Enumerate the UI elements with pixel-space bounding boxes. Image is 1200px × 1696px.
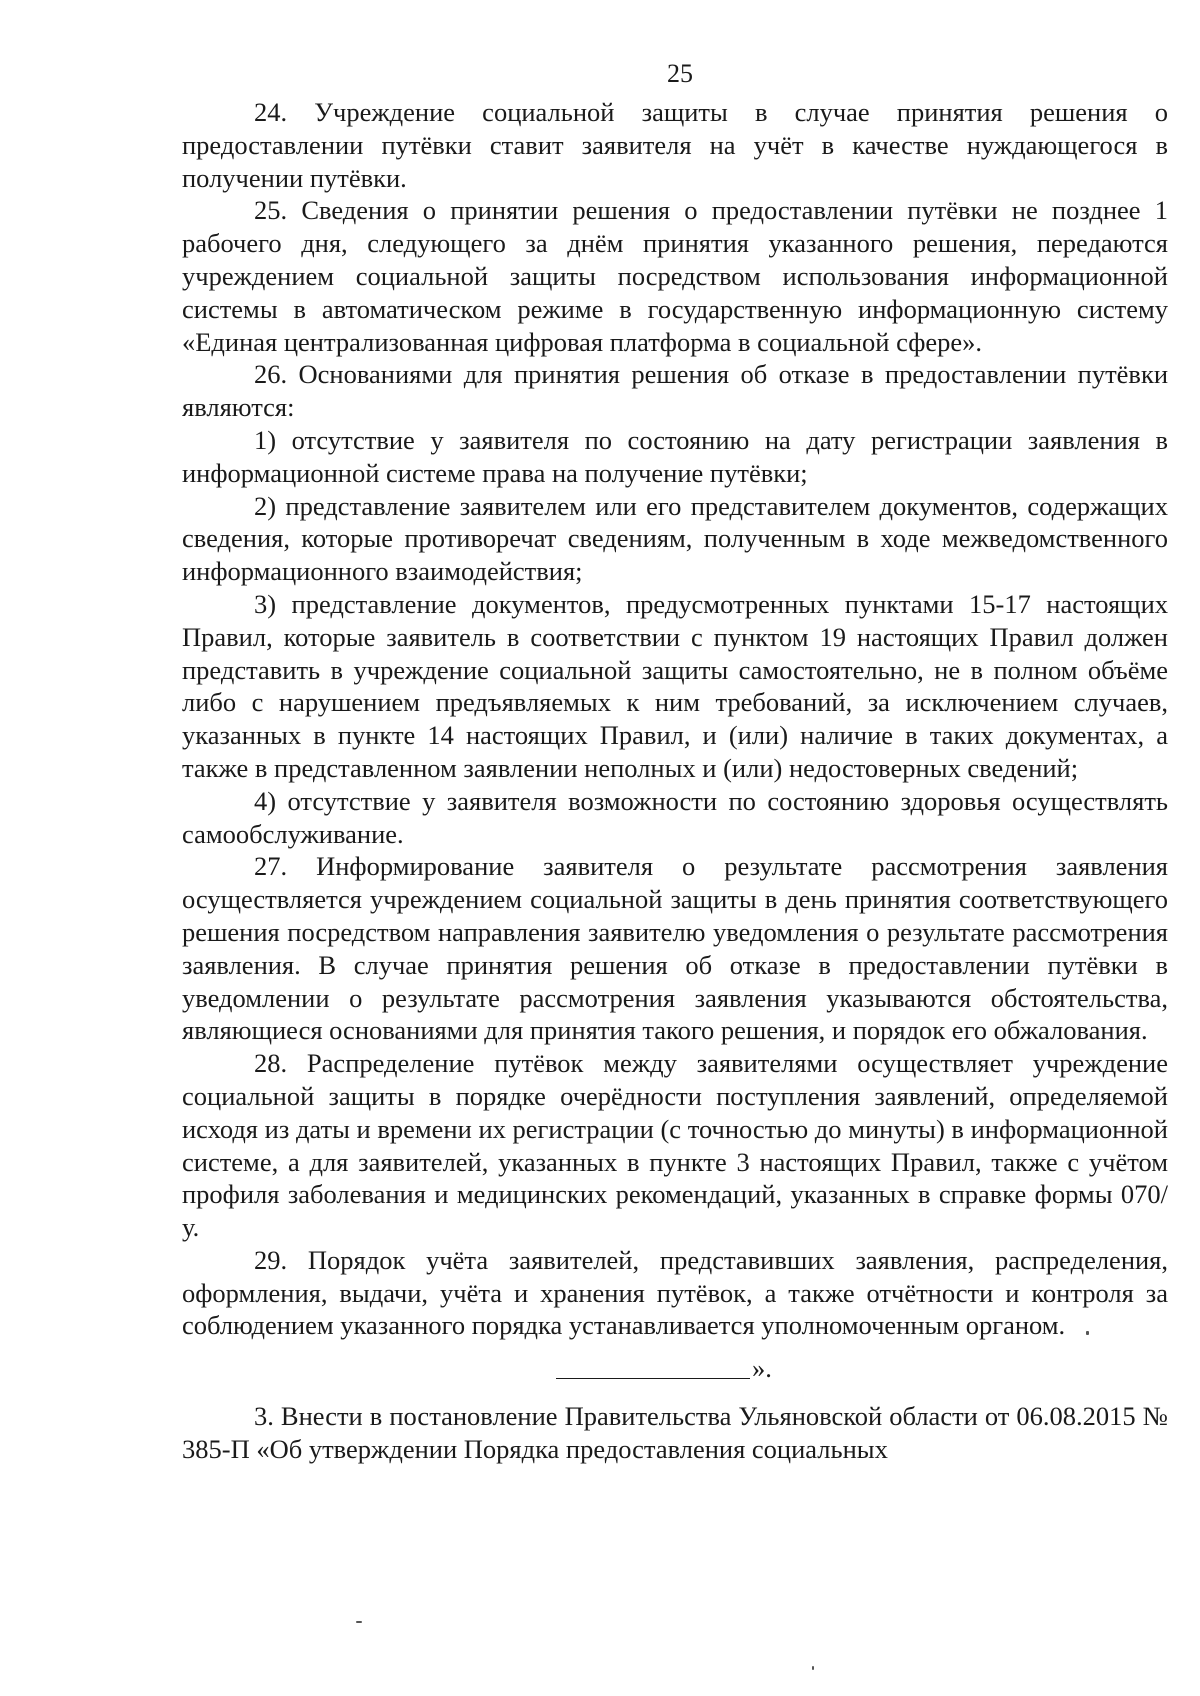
page-number: 25 xyxy=(667,59,693,88)
subitem-4: 4) отсутствие у заявителя возможности по состоянию здоровья осуществлять самообслуживание. xyxy=(182,785,1168,849)
scan-speck xyxy=(1086,1331,1089,1335)
section-gap xyxy=(182,1390,1168,1400)
paragraph-29: 29. Порядок учёта заявителей, представивших заявления, распределения, оформления, выдачи, учёта и хранения путёвок, а также отчётности и контроля за соблюдением указанного порядка устанавливается уполномоченным органом. xyxy=(182,1244,1168,1341)
subitem-2: 2) представление заявителем или его представителем документов, содержащих сведения, которые противоречат сведениям, полученным в ходе межведомственного информационного взаимодействия; xyxy=(182,490,1168,587)
scan-speck xyxy=(812,1666,814,1670)
paragraph-3-amendment: 3. Внести в постановление Правительства Ульяновской области от 06.08.2015 № 385-П «Об утверждении Порядка предоставления социальных xyxy=(182,1401,1168,1465)
scan-speck xyxy=(356,1621,362,1623)
subitem-1: 1) отсутствие у заявителя по состоянию на дату регистрации заявления в информационной системе права на получение путёвки; xyxy=(182,424,1168,488)
paragraph-28: 28. Распределение путёвок между заявителями осуществляет учреждение социальной защиты в порядке очерёдности поступления заявлений, определяемой исходя из даты и времени их регистрации (с точностью до минуты) в информационной системе, а для заявителей, указанных в пункте 3 настоящих Правил, также с учётом профиля заболевания и медицинских рекомендаций, указанных в справке формы 070/у. xyxy=(182,1048,1168,1243)
paragraph-26: 26. Основаниями для принятия решения об отказе в предоставлении путёвки являются: xyxy=(182,359,1168,423)
subitem-3: 3) представление документов, предусмотренных пунктами 15-17 настоящих Правил, которые заявитель в соответствии с пунктом 19 настоящих Правил должен представить в учреждение социальной защиты самостоятельно, не в полном объёме либо с нарушением предъявляемых к ним требований, за исключением случаев, указанных в пункте 14 настоящих Правил, и (или) наличие в таких документах, а также в представленном заявлении неполных и (или) недостоверных сведений; xyxy=(182,588,1168,783)
document-body xyxy=(182,96,1168,1466)
closing-quote-mark: ». xyxy=(752,1353,772,1384)
paragraph-27: 27. Информирование заявителя о результате рассмотрения заявления осуществляется учреждением социальной защиты в день принятия соответствующего решения посредством направления заявителю уведомления о результате рассмотрения заявления. В случае принятия решения об отказе в предоставлении путёвки в уведомлении о результате рассмотрения заявления указываются обстоятельства, являющиеся основаниями для принятия такого решения, и порядок его обжалования. xyxy=(182,851,1168,1046)
closing-quote xyxy=(182,1348,1168,1390)
closing-rule xyxy=(556,1378,750,1379)
paragraph-25: 25. Сведения о принятии решения о предоставлении путёвки не позднее 1 рабочего дня, следующего за днём принятия указанного решения, передаются учреждением социальной защиты посредством использования информационной системы в автоматическом режиме в государственную информационную систему «Единая централизованная цифровая платформа в социальной сфере». xyxy=(182,195,1168,357)
paragraph-24: 24. Учреждение социальной защиты в случае принятия решения о предоставлении путёвки ставит заявителя на учёт в качестве нуждающегося в получении путёвки. xyxy=(182,97,1168,193)
